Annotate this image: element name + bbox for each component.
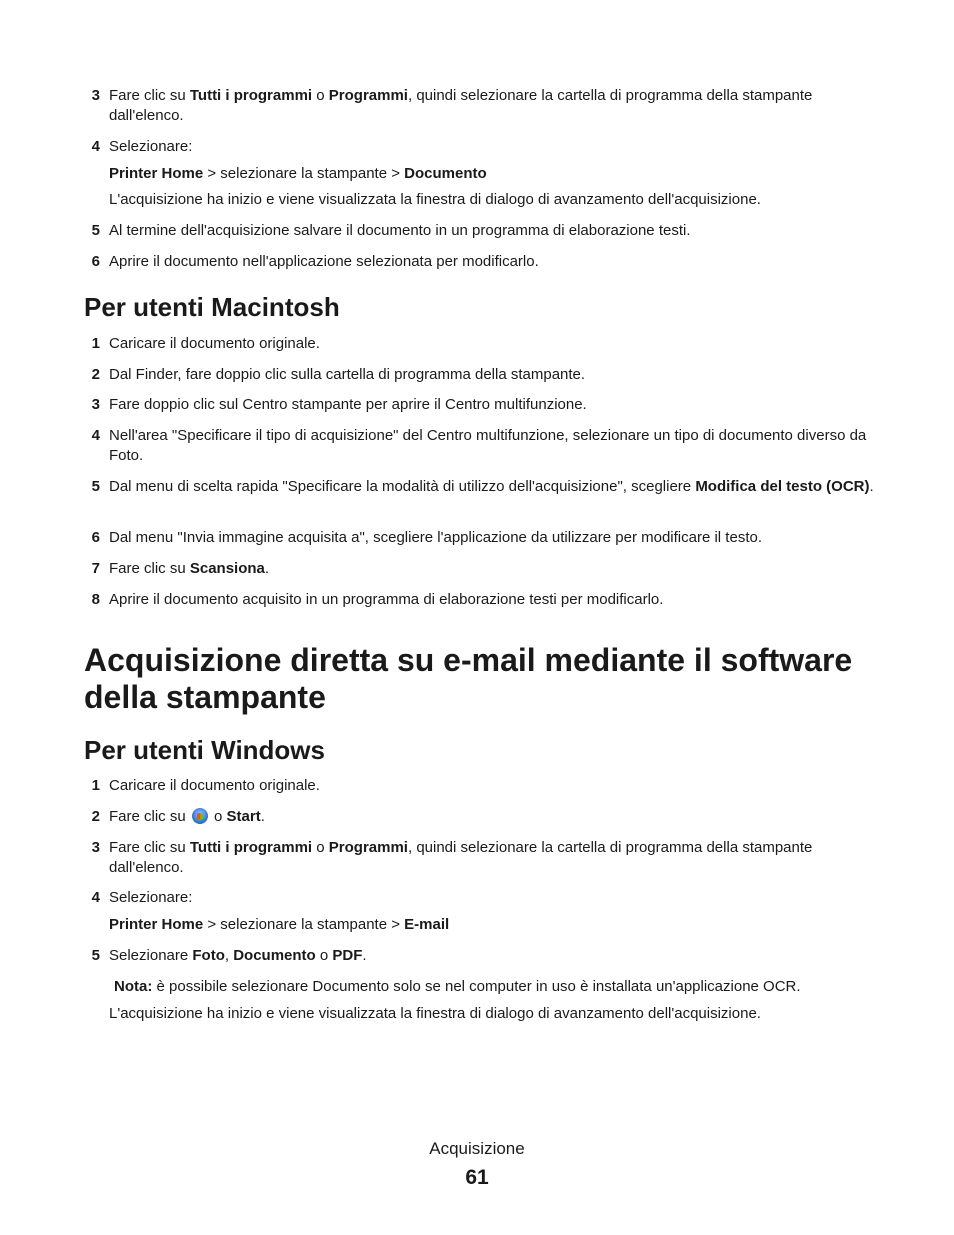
step-number: 8 (91, 591, 100, 608)
step-number: 5 (91, 947, 100, 964)
step-number: 1 (91, 335, 100, 352)
note (114, 977, 894, 997)
page-number: 61 (465, 1166, 489, 1189)
step-number: 2 (91, 808, 100, 825)
step-number: 2 (91, 366, 100, 383)
section-heading-macintosh: Per utenti Macintosh (84, 292, 340, 322)
step-text: Dal menu "Invia immagine acquisita a", scegliere l'applicazione da utilizzare per modificare il testo. (109, 529, 762, 546)
step-number: 4 (91, 138, 100, 155)
step-number: 5 (91, 478, 100, 495)
step-text: Aprire il documento nell'applicazione selezionata per modificarlo. (109, 253, 539, 270)
step-text: Fare clic su o Start. (109, 808, 265, 825)
step-text: Fare clic su Tutti i programmi o Programmi, quindi selezionare la cartella di programma della stampante dall'elenco. (109, 87, 813, 124)
menu-path: Printer Home > selezionare la stampante > Documento (109, 165, 487, 182)
step-text: Al termine dell'acquisizione salvare il documento in un programma di elaborazione testi. (109, 222, 691, 239)
step-text: Caricare il documento originale. (109, 777, 320, 794)
step-text: Aprire il documento acquisito in un programma di elaborazione testi per modificarlo. (109, 591, 664, 608)
step-note: L'acquisizione ha inizio e viene visualizzata la finestra di dialogo di avanzamento dell'acquisizione. (109, 191, 761, 208)
section-heading-windows: Per utenti Windows (84, 735, 325, 765)
step-number: 1 (91, 777, 100, 794)
step-number: 5 (91, 222, 100, 239)
windows-start-icon (192, 808, 208, 824)
step-number: 4 (91, 427, 100, 444)
step-text: Fare doppio clic sul Centro stampante per aprire il Centro multifunzione. (109, 396, 587, 413)
main-heading: Acquisizione diretta su e-mail mediante il software della stampante (84, 642, 853, 715)
step-text: Dal Finder, fare doppio clic sulla cartella di programma della stampante. (109, 366, 586, 383)
step-number: 4 (91, 889, 100, 906)
final-note: L'acquisizione ha inizio e viene visualizzata la finestra di dialogo di avanzamento dell'acquisizione. (109, 1005, 761, 1022)
step-number: 3 (91, 87, 100, 104)
step-number: 3 (91, 396, 100, 413)
step-text: Caricare il documento originale. (109, 335, 320, 352)
step-text: Nell'area "Specificare il tipo di acquisizione" del Centro multifunzione, selezionare un tipo di documento diverso da Foto. (109, 427, 867, 464)
step-text: Selezionare: (109, 138, 193, 155)
step-text: Dal menu di scelta rapida "Specificare la modalità di utilizzo dell'acquisizione", scegliere Modifica del testo (OCR). (109, 478, 874, 495)
note-text: è possibile selezionare Documento solo se nel computer in uso è installata un'applicazione OCR. (152, 978, 801, 995)
step-text: Fare clic su Scansiona. (109, 560, 270, 577)
step-number: 7 (91, 560, 100, 577)
step-text: Selezionare: (109, 889, 193, 906)
footer-chapter-title: Acquisizione (429, 1139, 525, 1158)
step-text: Fare clic su Tutti i programmi o Programmi, quindi selezionare la cartella di programma della stampante dall'elenco. (109, 839, 813, 876)
note-label: Nota: (114, 978, 153, 995)
menu-path: Printer Home > selezionare la stampante > E-mail (109, 916, 450, 933)
step-number: 6 (91, 253, 100, 270)
step-number: 3 (91, 839, 100, 856)
step-number: 6 (91, 529, 100, 546)
step-text: Selezionare Foto, Documento o PDF. (109, 947, 367, 964)
